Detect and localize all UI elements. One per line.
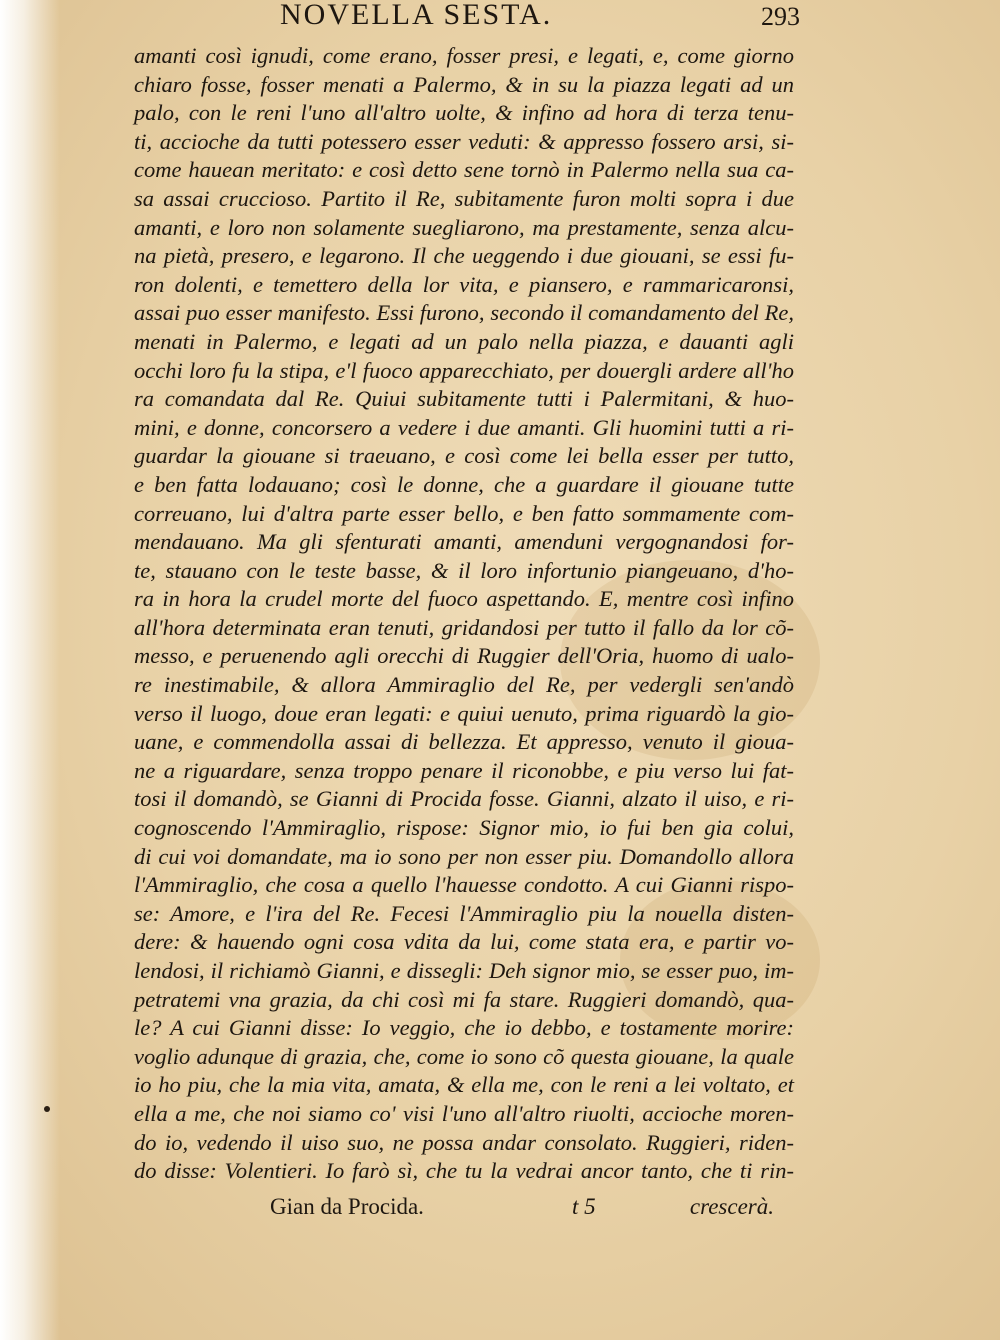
footer-title: Gian da Procida.	[270, 1194, 424, 1219]
text-line: uane, e commendolla assai di bellezza. Et appresso, venuto il giouа-	[134, 729, 794, 755]
text-line: ti, accioche da tutti potessero esser veduti: & appresso fossero arsi, si-	[134, 128, 794, 154]
text-line: do io, vedendo il uiso suo, ne possa andar consolato. Ruggieri, riden-	[134, 1129, 794, 1155]
text-line: mendauano. Ma gli sfenturati amanti, amenduni vergognandosi for-	[134, 529, 794, 555]
text-line: occhi loro fu la stipa, e'l fuoco apparecchiato, per douergli ardere all'ho	[134, 357, 794, 383]
text-line: sa assai crucciosо. Partito il Re, subitamente furon molti sopra i due	[134, 185, 794, 211]
text-line: di cui voi domandate, ma io sono per non esser piu. Domandollo allora	[134, 843, 794, 869]
text-line: dere: & hauendo ogni cosa vdita da lui, come stata era, e partir vo-	[134, 929, 794, 955]
text-line: come hauean meritato: e così detto sene tornò in Palermo nella sua ca-	[134, 157, 794, 183]
signature-mark: t 5	[572, 1194, 596, 1219]
body-text	[134, 42, 794, 1186]
text-line: do disse: Volentieri. Io farò sì, che tu la vedrai ancor tanto, che ti rin-	[134, 1158, 794, 1184]
running-head: NOVELLA SESTA.	[280, 0, 553, 31]
text-line: ra in hora la crudel morte del fuoco aspettando. E, mentre così infino	[134, 586, 794, 612]
text-line: l'Ammiraglio, che cosa a quello l'hauesse condotto. A cui Gianni rispo-	[134, 872, 794, 898]
page-number: 293	[761, 2, 800, 31]
text-line: cognoscendo l'Ammiraglio, rispose: Signor mio, io fui ben gia colui,	[134, 815, 794, 841]
text-line: voglio adunque di grazia, che, come io sono cõ questa giouane, la quale	[134, 1043, 794, 1069]
text-line: io ho piu, che la mia vita, amata, & ella me, con le reni a lei voltato, et	[134, 1072, 794, 1098]
text-line: te, stauano con le teste basse, & il loro infortunio piangeuano, d'ho-	[134, 557, 794, 583]
page-gutter	[0, 0, 60, 1340]
text-line: verso il luogo, doue eran legati: e quiui uenuto, prima riguardò la gio-	[134, 700, 794, 726]
text-line: amanti, e loro non solamente suegliarono, ma prestamente, senza alcu-	[134, 214, 794, 240]
text-line: assai puo esser manifesto. Essi furono, secondo il comandamento del Re,	[134, 300, 794, 326]
text-line: na pietà, presero, e legarono. Il che ueggendo i due giouani, se essi fu-	[134, 243, 794, 269]
text-line: lendosi, il richiamò Gianni, e dissegli: Deh signor mio, se esser puo, im-	[134, 958, 794, 983]
page-header	[130, 0, 800, 36]
text-line: amanti così ignudi, come erano, fosser presi, e legati, e, come giorno	[134, 43, 794, 68]
text-line: tosi il domandò, se Gianni di Procida fosse. Gianni, alzato il uiso, e ri-	[134, 786, 794, 812]
page-footer	[134, 1194, 794, 1224]
text-line: all'hora determinata eran tenuti, gridandosi per tutto il fallo da lor cõ-	[134, 614, 794, 640]
catchword: crescerà.	[689, 1194, 774, 1219]
text-line: mini, e donne, concorsero a vedere i due amanti. Gli huomini tutti a ri-	[134, 414, 794, 440]
text-line: e ben fatta lodauano; così le donne, che a guardare il giouane tutte	[134, 471, 794, 497]
ink-spot	[44, 1106, 50, 1112]
text-line: re inestimabile, & allora Ammiraglio del Re, per vedergli sen'andò	[134, 672, 794, 698]
text-line: ron dolenti, e temettero della lor vita, e piansero, e rammaricaronsi,	[134, 271, 794, 297]
text-line: ne a riguardare, senza troppo penare il riconobbe, e piu verso lui fat-	[134, 757, 794, 783]
text-line: se: Amore, e l'ira del Re. Fecesi l'Ammiraglio piu la nouella disten-	[134, 900, 794, 926]
text-line: palo, con le reni l'uno all'altro uolte, & infino ad hora di terza tenu-	[134, 100, 794, 126]
text-line: chiaro fosse, fosser menati a Palermo, & in su la piazza legati ad un	[134, 71, 794, 97]
text-line: messo, e peruenendo agli orecchi di Ruggier dell'Oria, huomo di ualo-	[134, 643, 794, 669]
text-line: ra comandata dal Re. Quiui subitamente tutti i Palermitani, & huo-	[134, 386, 794, 412]
text-line: correuano, lui d'altra parte esser bello, e ben fatto sommamente com-	[134, 500, 794, 526]
text-line: le? A cui Gianni disse: Io veggio, che io debbo, e tostamente morire:	[134, 1015, 794, 1041]
text-line: ella a me, che noi siamo co' visi l'uno all'altro riuolti, accioche moren-	[134, 1100, 794, 1126]
text-line: menati in Palermo, e legati ad un palo nella piazza, e dauanti agli	[134, 328, 794, 354]
text-line: petratemi vna grazia, da chi così mi fa stare. Ruggieri domandò, qua-	[134, 986, 794, 1012]
text-line: guardar la giouane si traeuano, e così come lei bella esser per tutto,	[134, 443, 794, 469]
